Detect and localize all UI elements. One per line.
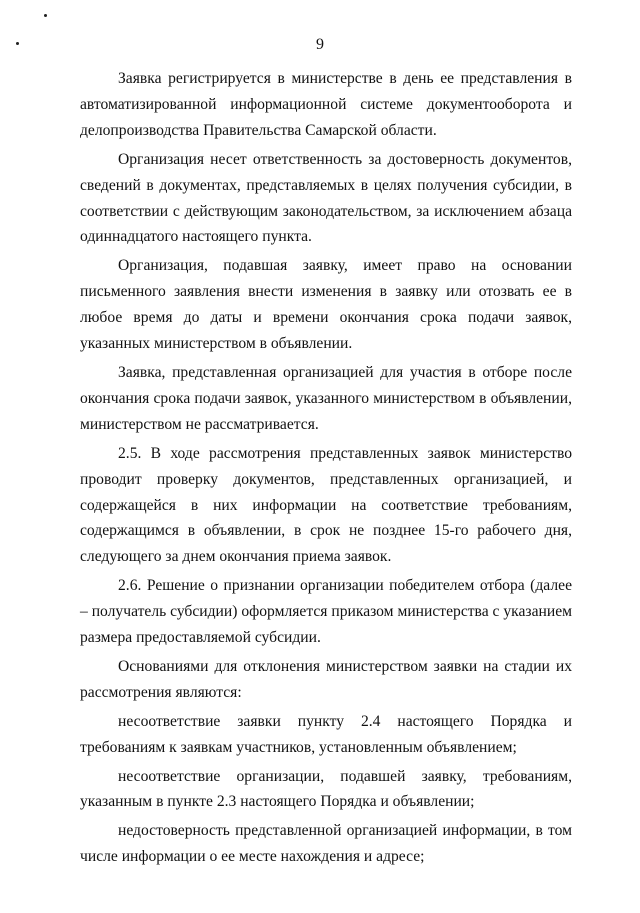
paragraph: 2.6. Решение о признании организации победителем отбора (далее – получатель субсидии) оформляется приказом министерства с указанием размера предоставляемой субсидии.: [80, 577, 572, 647]
paragraph: Заявка регистрируется в министерстве в день ее представления в автоматизированной информационной системе документооборота и делопроизводства Правительства Самарской области.: [80, 70, 572, 139]
paragraph: Основаниями для отклонения министерством заявки на стадии их рассмотрения являются:: [80, 657, 572, 701]
paragraph: Организация, подавшая заявку, имеет право на основании письменного заявления внести изменения в заявку или отозвать ее в любое время до даты и времени окончания срока подачи заявок, указанных министерством в объявлении.: [80, 257, 572, 353]
scan-speck: [44, 14, 47, 17]
paragraph: Заявка, представленная организацией для участия в отборе после окончания срока подачи заявок, указанного министерством в объявлении, министерством не рассматривается.: [80, 363, 572, 433]
paragraph: несоответствие заявки пункту 2.4 настоящего Порядка и требованиям к заявкам участников, установленным объявлением;: [80, 712, 572, 756]
paragraph: недостоверность представленной организацией информации, в том числе информации о ее месте нахождения и адресе;: [80, 822, 572, 866]
paragraph: Организация несет ответственность за достоверность документов, сведений в документах, представляемых в целях получения субсидии, в соответствии с действующим законодательством, за исключением абзаца одиннадцатого настоящего пункта.: [80, 150, 572, 246]
paragraph: 2.5. В ходе рассмотрения представленных заявок министерство проводит проверку документов, представленных организацией, и содержащейся в них информации на соответствие требованиям, содержащимся в объявлении, в срок не позднее 15-го рабочего дня, следующего за днем окончания приема заявок.: [80, 444, 572, 566]
page-number: 9: [316, 36, 324, 53]
document-body: [80, 66, 572, 873]
paragraph: несоответствие организации, подавшей заявку, требованиям, указанным в пункте 2.3 настоящего Порядка и объявлении;: [80, 767, 572, 811]
